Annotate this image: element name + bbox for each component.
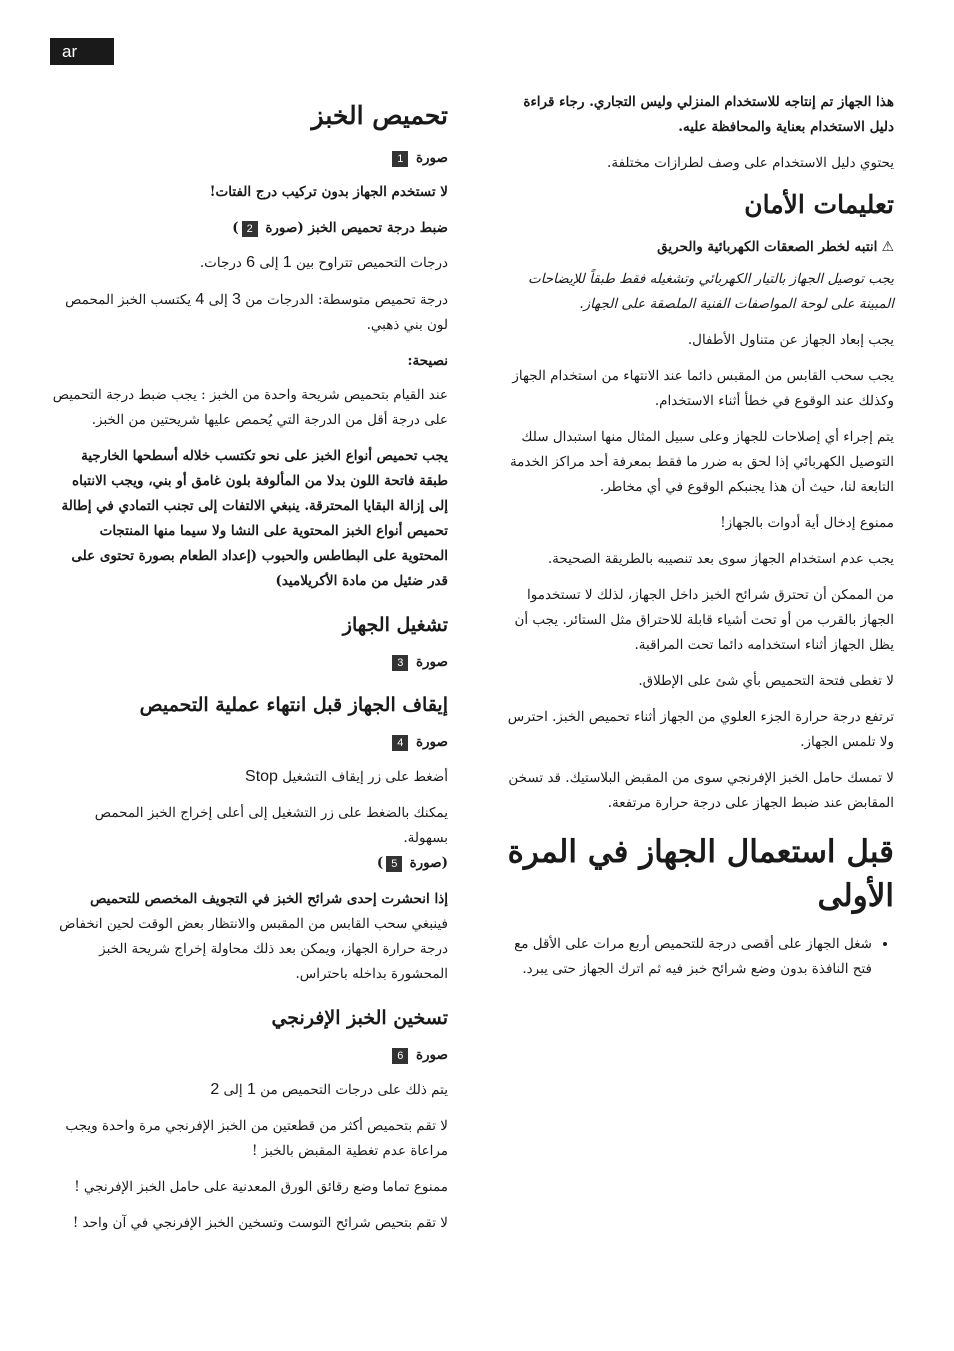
first-use-title: قبل استعمال الجهاز في المرة الأولى (507, 834, 894, 914)
safety-item: يتم إجراء أي إصلاحات للجهاز وعلى سبيل المثال منها استبدال سلك التوصيل الكهربائي إذا لحق به ضرر ما فقط بمعرفة أحد مراكز الخدمة التابعة لنا، حيث أن هذا يجنبكم الوقوع في أي مخاطر. (509, 429, 894, 495)
browning-heading-text: ضبط درجة تحميص الخبز (صورة (265, 220, 448, 236)
figure-number-box: 6 (392, 1048, 408, 1064)
warning-heading-text: انتبه لخطر الصعقات الكهربائية والحريق (657, 239, 878, 255)
number: 4 (195, 291, 205, 308)
figure-ref (52, 146, 448, 170)
jam-paragraph (52, 887, 448, 987)
warning-heading (498, 235, 894, 259)
jam-text: فينبغي سحب القابس من المقبس والانتظار بعض الوقت لحين انخفاض درجة حرارة الجهاز، ويمكن بعد ذلك محاولة إخراج شريحة الخبز المحشورة بداخله باحتراس. (59, 916, 448, 982)
tip-bold: يجب تحميص أنواع الخبز على نحو تكتسب خلاله أسطحها الخارجية طبقة فاتحة اللون بدلا من المألوفة بلون غامق أو بني، ويجب الانتباه إلى إزالة البقايا المحترقة. ينبغي الالتفات إلى تجنب التمادي في إطالة تحميص أنواع الخبز المحتوية على النشا ولا سيما منها المنتجات المحتوية على البطاطس والحبوب (إعداد الطعام بصورة تحتوى على قدر ضئيل من مادة الأكريلاميد) (61, 448, 448, 589)
text: يتم ذلك على درجات التحميص من (260, 1082, 448, 1098)
browning-range (52, 250, 448, 276)
safety-item: ترتفع درجة حرارة الجزء العلوي من الجهاز أثناء تحميص الخبز. احترس ولا تلمس الجهاز. (507, 709, 894, 750)
stop-text (52, 801, 448, 876)
tip-heading: نصيحة: (407, 353, 448, 369)
figure-number-box: 3 (392, 655, 408, 671)
text: درجات التحميص تتراوح بين (295, 255, 448, 271)
safety-item: يجب سحب القابس من المقبس دائما عند الانتهاء من استخدام الجهاز وكذلك عند الوقوع في خطأ أثناء الاستخدام. (512, 368, 894, 409)
crumb-tray-warning: لا تستخدم الجهاز بدون تركيب درج الفتات! (209, 184, 448, 200)
safety-item: من الممكن أن تحترق شرائح الخبز داخل الجهاز، لذلك لا تستخدموا الجهاز بالقرب من أو تحت أشياء قابلة للاحتراق مثل الستائر. يجب أن يظل الجهاز أثناء استخدامه دائما تحت المراقبة. (514, 587, 894, 653)
language-tag: ar (50, 38, 114, 65)
rolls-item: لا تقم بتحميص أكثر من قطعتين من الخبز الإفرنجي مرة واحدة ويجب مراعاة عدم تغطية المقبض بالخبز ! (65, 1118, 448, 1159)
safety-title: تعليمات الأمان (744, 190, 894, 219)
rolls-item: لا تقم بتحيص شرائح التوست وتسخين الخبز الإفرنجي في آن واحد ! (72, 1215, 448, 1231)
number: 3 (232, 291, 241, 308)
first-use-item: • شغل الجهاز على أقصى درجة للتحميص أربع مرات على الأقل مع فتح النافذة بدون وضع شرائح خبز فيه ثم اترك الجهاز حتى يبرد. (498, 932, 872, 982)
first-use-list (498, 932, 894, 982)
text: يكتسب الخبز المحمص لون بني ذهبي. (65, 292, 448, 333)
number: 1 (246, 1081, 256, 1098)
figure-word: (صورة (409, 855, 448, 871)
figure-word: صورة (415, 150, 448, 166)
browning-heading (52, 216, 448, 240)
right-column (498, 90, 894, 982)
stop-press (52, 764, 448, 790)
left-column (52, 90, 448, 1247)
number: 2 (210, 1081, 220, 1098)
jam-bold: إذا انحشرت إحدى شرائح الخبز في التجويف المخصص للتحميص (90, 891, 448, 907)
text: أضغط على زر إيقاف التشغيل (282, 769, 448, 785)
warning-triangle-icon: ⚠ (881, 239, 894, 255)
operate-title: تشغيل الجهاز (342, 614, 448, 636)
close-paren: ) (232, 220, 239, 236)
figure-ref (52, 1043, 448, 1067)
rolls-title: تسخين الخبز الإفرنجي (271, 1007, 448, 1029)
safety-italic: يجب توصيل الجهاز بالتيار الكهربائي وتشغيله فقط طبقاً للإيضاحات المبينة على لوحة المواصفات الفنية الملصقة على الجهاز. (527, 271, 894, 312)
safety-item: يجب إبعاد الجهاز عن متناول الأطفال. (687, 332, 894, 348)
figure-word: صورة (415, 654, 448, 670)
number: 6 (246, 254, 256, 271)
tip-text: عند القيام بتحميص شريحة واحدة من الخبز : يجب ضبط درجة التحميص على درجة أقل من الدرجة التي يُحمص عليها شريحتين من الخبز. (52, 387, 448, 428)
safety-item: يجب عدم استخدام الجهاز سوى بعد تنصيبه بالطريقة الصحيحة. (547, 551, 894, 567)
safety-item: لا تمسك حامل الخبز الإفرنجي سوى من المقبض البلاستيك. قد تسخن المقابض عند ضبط الجهاز على درجة حرارة مرتفعة. (508, 770, 894, 811)
text: درجة تحميص متوسطة: الدرجات من (245, 292, 448, 308)
text: درجات. (199, 255, 242, 271)
safety-item: ممنوع إدخال أية أدوات بالجهاز! (720, 515, 894, 531)
figure-ref (52, 730, 448, 754)
rolls-item: ممنوع تماما وضع رقائق الورق المعدنية على حامل الخبز الإفرنجي ! (74, 1179, 448, 1195)
close-paren: ) (376, 855, 384, 871)
figure-number-box: 1 (392, 151, 408, 167)
figure-ref (52, 650, 448, 674)
text: إلى (259, 255, 279, 271)
safety-item: لا تغطى فتحة التحميص بأي شئ على الإطلاق. (638, 673, 894, 689)
text: يمكنك بالضغط على زر التشغيل إلى أعلى إخراج الخبز المحمص بسهولة. (94, 805, 448, 846)
intro-bold: هذا الجهاز تم إنتاجه للاستخدام المنزلي وليس التجاري. رجاء قراءة دليل الاستخدام بعناية والمحافظة عليه. (523, 94, 894, 135)
number: 1 (282, 254, 292, 271)
intro-text: يحتوي دليل الاستخدام على وصف لطرازات مختلفة. (607, 155, 894, 171)
medium-browning (52, 287, 448, 338)
stop-title: إيقاف الجهاز قبل انتهاء عملية التحميص (139, 694, 448, 716)
text: إلى (208, 292, 228, 308)
figure-number-box: 4 (392, 735, 408, 751)
figure-word: صورة (415, 1047, 448, 1063)
figure-word: صورة (415, 734, 448, 750)
rolls-levels (52, 1077, 448, 1103)
stop-key-label: Stop (245, 768, 278, 785)
toast-title: تحميص الخبز (311, 101, 448, 130)
figure-number-box: 2 (242, 221, 258, 237)
figure-number-box: 5 (386, 856, 402, 872)
text: إلى (223, 1082, 243, 1098)
